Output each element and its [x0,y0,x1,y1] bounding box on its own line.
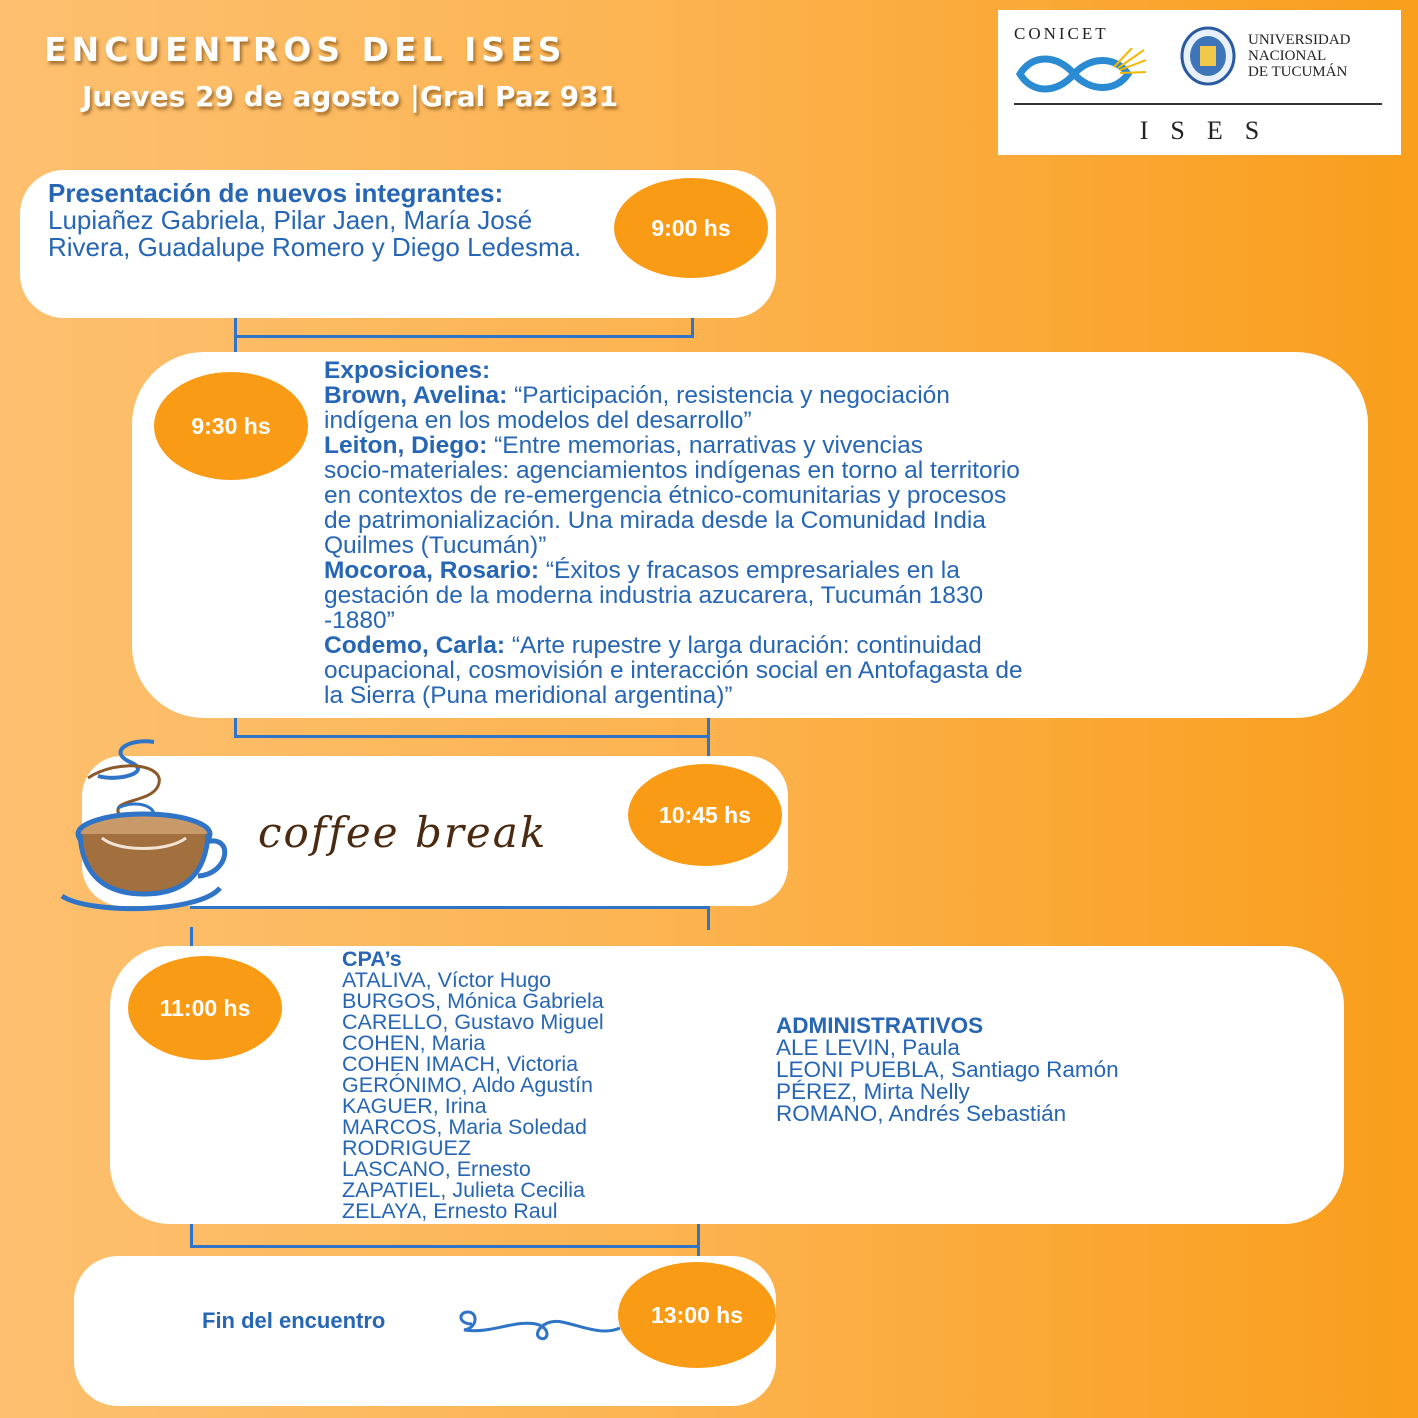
presentation-text [48,180,598,261]
unt-wordmark [1248,32,1351,80]
timeline-connector [707,736,710,758]
ises-wordmark: ISES [1139,116,1282,145]
coffee-cup-icon [58,738,228,914]
conicet-logo-icon [1012,48,1147,98]
expo-line: Quilmes (Tucumán)” [324,532,547,559]
cpa-heading: CPA’s [342,947,402,971]
event-subtitle: Jueves 29 de agosto |Gral Paz 931 [82,80,619,113]
list-item: COHEN, Maria [342,1031,486,1055]
list-item: LASCANO, Ernesto [342,1157,531,1181]
exposiciones-list [324,358,1324,708]
list-item: GERÓNIMO, Aldo Agustín [342,1073,593,1097]
institution-logos [998,10,1401,155]
list-item: PÉREZ, Mirta Nelly [776,1079,970,1104]
expo-line: indígena en los modelos del desarrollo” [324,407,752,434]
expo-line: socio-materiales: agenciamientos indígenas en torno al territorio [324,457,1020,484]
admin-heading: ADMINISTRATIVOS [776,1013,984,1038]
expo-line: gestación de la moderna industria azucarera, Tucumán 1830 [324,582,984,609]
timeline-connector [707,906,710,930]
session-card-staff [110,946,1344,1224]
time-badge-1045: 10:45 hs [628,764,782,866]
list-item: BURGOS, Mónica Gabriela [342,989,604,1013]
end-label: Fin del encuentro [202,1308,386,1333]
logo-divider [1014,103,1382,105]
unt-line-2: NACIONAL [1248,48,1327,64]
list-item: ALE LEVIN, Paula [776,1035,960,1060]
exposiciones-heading: Exposiciones: [324,357,491,384]
list-item: RODRIGUEZ [342,1136,471,1160]
list-item: LEONI PUEBLA, Santiago Ramón [776,1057,1119,1082]
time-badge-1300: 13:00 hs [618,1262,776,1368]
time-badge-0900: 9:00 hs [614,178,768,278]
timeline-connector [190,906,710,930]
expo-line: la Sierra (Puna meridional argentina)” [324,682,733,709]
coffee-break-label: coffee break [258,808,548,857]
conicet-wordmark: CONICET [1014,24,1109,43]
expo-line: Codemo, Carla: “Arte rupestre y larga duración: continuidad [324,632,982,659]
presentation-label: Presentación de nuevos integrantes: [48,178,504,208]
expo-line: Leiton, Diego: “Entre memorias, narrativas y vivencias [324,432,924,459]
expo-line: Brown, Avelina: “Participación, resistencia y negociación [324,382,950,409]
expo-line: Mocoroa, Rosario: “Éxitos y fracasos empresariales en la [324,557,960,584]
flourish-icon [452,1306,622,1346]
expo-line: de patrimonialización. Una mirada desde la Comunidad India [324,507,986,534]
list-item: ROMANO, Andrés Sebastián [776,1101,1067,1126]
list-item: ZAPATIEL, Julieta Cecilia [342,1178,585,1202]
expo-line: en contextos de re-emergencia étnico-comunitarias y procesos [324,482,1007,509]
admin-list [776,1015,1119,1125]
unt-line-3: DE TUCUMÁN [1248,64,1348,80]
list-item: COHEN IMACH, Victoria [342,1052,579,1076]
timeline-connector [190,927,193,947]
time-badge-1100: 11:00 hs [128,956,282,1060]
session-card-exposiciones [132,352,1368,718]
timeline-connector [190,1222,700,1248]
list-item: ZELAYA, Ernesto Raul [342,1199,558,1223]
expo-line: -1880” [324,607,395,634]
unt-line-1: UNIVERSIDAD [1248,32,1351,48]
presentation-names: Lupiañez Gabriela, Pilar Jaen, María José Rivera, Guadalupe Romero y Diego Ledesma. [48,205,582,262]
event-title: ENCUENTROS DEL ISES [44,30,567,69]
expo-line: ocupacional, cosmovisión e interacción social en Antofagasta de [324,657,1023,684]
list-item: KAGUER, Irina [342,1094,487,1118]
unt-seal-icon [1180,26,1236,86]
list-item: MARCOS, Maria Soledad [342,1115,587,1139]
timeline-connector [234,318,694,338]
cpa-list [342,949,604,1222]
list-item: ATALIVA, Víctor Hugo [342,968,552,992]
time-badge-0930: 9:30 hs [154,372,308,480]
list-item: CARELLO, Gustavo Miguel [342,1010,604,1034]
